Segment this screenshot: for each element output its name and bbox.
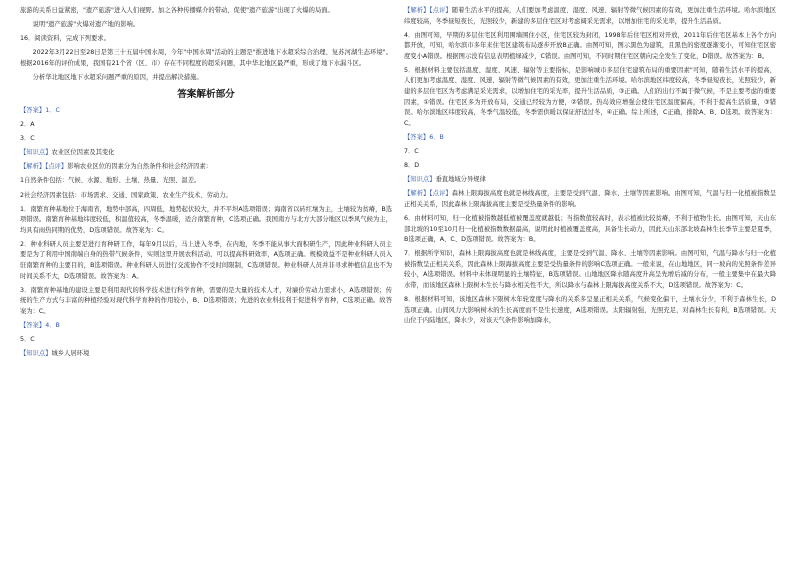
explanation-line: 2社会经济因素包括：市场需求、交通、国家政策、农业生产技术、劳动力。 (20, 191, 232, 199)
answer-line (404, 133, 776, 144)
explanation (20, 162, 392, 173)
answer-tag: 【答案】6．B (404, 133, 444, 141)
explanation-paragraph: 1．南繁育种基地位于海南省，地势中部高，四周低，地势起伏较大，并不平坦A选项错误；海南省以砖红壤为主，土壤较为贫瘠，B选项错误。南繁育种基地纬度较低，积温值较高，冬季温暖，适合南繁育种，C选项正确。我国南方与北方大部分地区以季风气候为主，均具有雨热同期的优势，D选项错误。故答案为：C。 (20, 205, 392, 234)
explanation-paragraph: 7．根据所学知识，森林上限海拔高度也就是林线高度，主要是受到气温、降水、土壤等因素影响。由图可知，气温与降水与归一化植被指数呈正相关关系，因此森林上限海拔高度主要是受热量条件的影响C选项正确。一般来说，在山地地区，同一坡向的光照条件差异较小，A选项错误。材料中未体现明显的土壤特征，B选项错误。山地地区降水随高度升高呈先增后减的分布，一般主要集中在最大降水带，而该地区森林上限树木生长与降水相关性不大，所以降水与森林上限海拔高度关系不大，D选项错误。故答案为：C。 (404, 250, 776, 289)
explanation-paragraph: 2．种业科研人员主要是进行育种研工作，每年9月以后，马上进入冬季，在内地，冬季不能从事大面积研生产，因此种业科研人员主要是为了利用中国南端自身的热带气候条件，实则这里开展农科活动，可以提高科研效率，A选项正确。规模效益不是种业科研人员入驻南繁育种的主要目的，B选项错误。种业科研人员进行交流协作不受时间限制，C选项错误。种业科研人员并非寻求种植信息也不为时间关系不大，D选项错误。故答案为：A。 (20, 240, 392, 280)
knowledge-tag: 【知识点】 (404, 176, 436, 184)
explanation-tag: 【解析】【点评】 (404, 7, 452, 14)
answer-line: 5．C (20, 336, 35, 344)
explanation (404, 6, 776, 27)
explanation-text: 随着生活水平的提高，人们要加考虑温度、湿度、风速、辐射等微气候因素的有效，更加注重生活环境。哈尔滨地区纬度较高，冬季昼短夜长，光照较少，新建的多层住宅区对考虑阔采光需求，以增加住宅的采光率，提升生活品质。 (404, 7, 776, 25)
explanation (404, 189, 776, 210)
knowledge-text: 农业区位因素及其变化 (51, 149, 115, 157)
explanation-tag: 【解析】【点评】 (404, 190, 452, 198)
explanation-paragraph: 4．由图可知，早期的多层住宅区利用围墙围住小区，住宅区较为封闭，1998年后住宅区相对开放，2011年后住宅区基本上各个方向都开放，可知，哈尔滨市多年来住宅区建筑布局逐步开放B正确。由图可知，图示黑色为建筑，且黑色的密度逐渐变小，可知住宅区密度变小A错误。根据图示没有信息表明植绿减少，C错误。由图可知，不同时期住宅区朝向完全发生了变化，D错误。故答案为：B。 (404, 31, 776, 60)
knowledge-tag: 【知识点】 (20, 149, 52, 157)
question-16-material: 2022年3月22日至28日是第三十五届中国水周，今年"中国水周"活动的主题是"推进地下水超采综合治理、复苏河湖生态环境"。根据2016年的评价成果，我国有21个省（区、市）存在不同程度的超采问题，其中华北地区最严重，形成了地下水漏斗区。 (20, 49, 392, 67)
answer-line: 2．A (20, 120, 35, 128)
knowledge-point (20, 349, 392, 360)
question-16-heading: 16．阅读资料，完成下列要求。 (20, 35, 110, 43)
question-paragraph: 旅游的关系日益紧密，"遗产旅游"进入人们视野。加之各种传播媒介的带动，促使"遗产旅游"出现了火爆的局面。 (20, 7, 334, 14)
knowledge-point (404, 175, 776, 186)
explanation-paragraph: 3．南繁育种基地的建设主要是利用现代的科学技术进行科学育种，需要的是大量的技术人才，对廉价劳动力需求小，A选项错误；传统的生产方式与丰富的种植经验对现代科学育种的作用较小，B、D选项错误；先进的农业科技利于促进科学育种，C选项正确。故答案为：C。 (20, 286, 392, 315)
answer-line: 3．C (20, 134, 35, 142)
answer-line: 8．D (404, 162, 420, 170)
answer-line (20, 321, 392, 332)
explanation-text: 影响农业区位的因素分为自然条件和社会经济因素： (67, 163, 213, 171)
explanation-paragraph: 8．根据材料可知，该地区森林下限树木年轮宽度与降水的关系多呈显正相关关系，气候变化偏干，土壤水分少，不利于森林生长，D选项正确。山间风力大影响树木的生长高度而不是生长速度，A选项错误。太阳辐射强，光照充足，对森林生长有利，B选项错误。天山位于内陆地区，降水少，对该天气条件影响加降水， (404, 296, 776, 325)
explanation-tag: 【解析】【点评】 (20, 163, 68, 171)
answer-tag: 【答案】1．C (20, 106, 60, 114)
answer-line (20, 106, 392, 117)
left-column (20, 6, 392, 556)
explanation-line: 1自然条件包括：气候、水源、地形、土壤、热量、光照、温差。 (20, 177, 201, 185)
question-16-prompt: 分析华北地区地下水超采问题严重的原因，并提出解决措施。 (32, 74, 203, 82)
question-prompt: 说明"遗产旅游"火爆对遗产地的影响。 (32, 21, 140, 29)
knowledge-text: 城乡人居环境 (51, 350, 90, 358)
explanation-text: 森林上限海拔高度也就是林线高度，主要是受到气温、降水、土壤等因素影响。由图可知，气温与归一化植被指数呈正相关关系，因此森林上限海拔高度主要是受热量条件的影响。 (404, 190, 776, 208)
answer-tag: 【答案】4．B (20, 321, 60, 329)
answer-section-title: 答案解析部分 (177, 88, 235, 100)
answer-line: 7．C (404, 147, 419, 155)
explanation-paragraph: 5．根据材料主要包括温度、湿度、风速、辐射等主要指标，是影响城市多层住宅建筑布局的重要因素"可知，随着生活水平的提高，人们更加考虑温度、湿度、风速、辐射等微气候因素的有效，更加注重生活环境。哈尔滨地区纬度较高，冬季昼短夜长，光照较少，新建的多层住宅区为考虑满足采光需求，以增加住宅的采光率，提升生活品质，③正确。人们的出行不属于微气候，不是主要考虑的重要因素，①错误。住宅区多为开放布局，交通已经较为方便，②错误。热岛效应增强会使住宅区温度偏高，不利于提高生活质量，③错误。哈尔滨地区纬度较高，冬季气温较低，冬季需供暖以保证舒适过冬，④正确。综上所述，C正确，排除A、B、D选项。故答案为：C。 (404, 66, 776, 127)
explanation-paragraph: 6．由材料可知，归一化植被指数越低植被覆盖度就越低；当指数值较高时，表示植被比较贫瘠，不利于植物生长。由图可知，天山东部北坡的10至10月归一化植被指数数据最高，说明此时植被覆盖度高，具备生长动力，因此天山东部北坡森林生长季节主要是夏季，B选项正确，A、C、D选项错误。故答案为：B。 (404, 215, 776, 244)
knowledge-tag: 【知识点】 (20, 350, 52, 358)
knowledge-point (20, 148, 392, 159)
knowledge-text: 垂直地域分异规律 (435, 176, 486, 184)
right-column (404, 6, 776, 556)
